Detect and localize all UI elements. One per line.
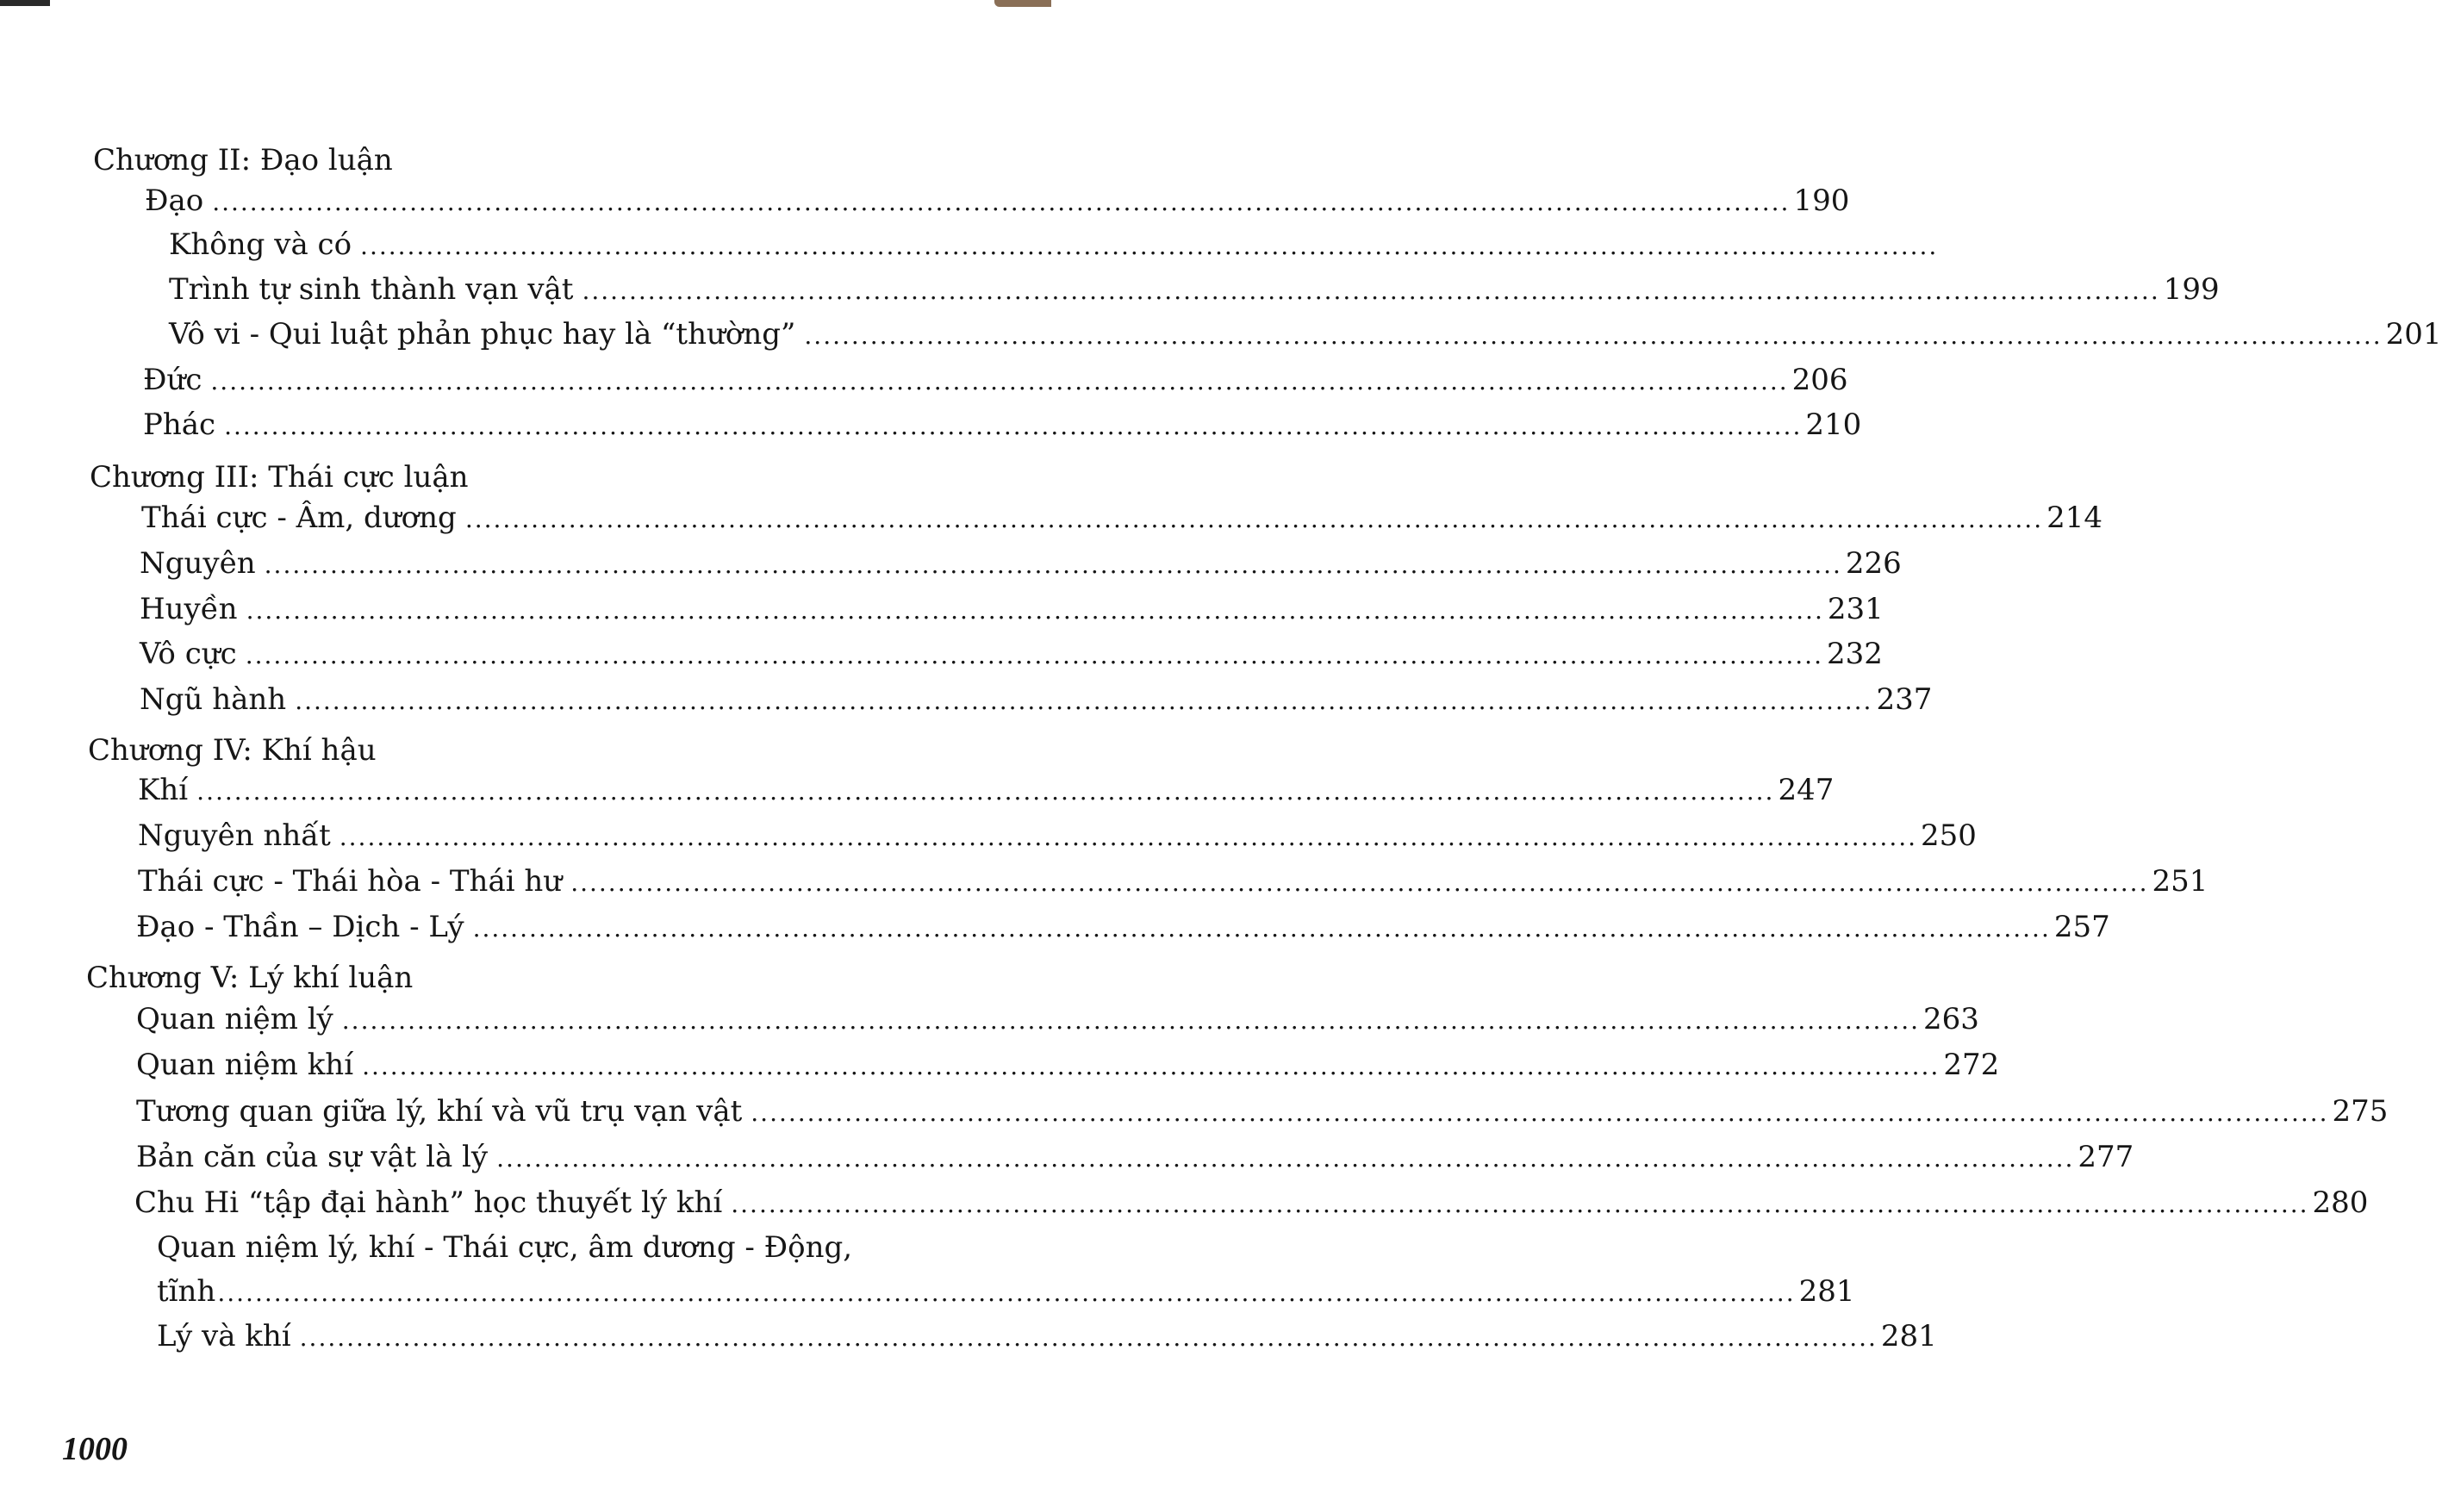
toc-entry-page: 201 [2385, 317, 2442, 352]
dot-leader: ........................................................................................................................................................................ [496, 1144, 2075, 1173]
dot-leader: ........................................................................................................................................................................ [751, 1098, 2329, 1127]
toc-entry-label: Bản căn của sự vật là lý [136, 1140, 489, 1174]
toc-entry-ly-va-khi[interactable] [157, 1316, 1937, 1356]
toc-entry-label: Không và có [169, 227, 352, 262]
dot-leader: ........................................................................................................................................................................ [210, 367, 1789, 395]
toc-entry-quan-niem-ly-khi-line1[interactable]: Quan niệm lý, khí - Thái cực, âm dương - Động, [157, 1230, 853, 1265]
toc-entry-label: Ngũ hành [140, 682, 287, 717]
toc-entry-tuong-quan[interactable] [136, 1092, 2389, 1131]
toc-entry-label: Trình tự sinh thành vạn vật [169, 272, 574, 307]
toc-entry-vo-cuc[interactable] [140, 634, 1883, 674]
toc-entry-page: 214 [2046, 501, 2102, 535]
toc-entry-page: 281 [1798, 1274, 1855, 1309]
toc-entry-page: 190 [1793, 184, 1850, 218]
toc-entry-label: Đạo - Thần – Dịch - Lý [136, 910, 464, 944]
scan-edge-mark-left [0, 0, 50, 6]
scan-edge-mark-right [994, 0, 1051, 7]
toc-entry-label: Chu Hi “tập đại hành” học thuyết lý khí [134, 1185, 723, 1220]
toc-entry-ngu-hanh[interactable] [140, 680, 1933, 719]
toc-entry-label: Nguyên [140, 546, 256, 581]
toc-entry-page: 226 [1845, 546, 1902, 581]
toc-entry-label: tĩnh [157, 1274, 216, 1309]
toc-entry-label: Vô cực [140, 637, 237, 671]
toc-entry-page: 237 [1876, 682, 1933, 717]
dot-leader: ........................................................................................................................................................................ [299, 1323, 1878, 1352]
toc-entry-page: 247 [1778, 773, 1835, 807]
dot-leader: ........................................................................................................................................................................ [212, 188, 1791, 216]
dot-leader: ........................................................................................................................................................................ [570, 868, 2149, 897]
toc-entry-page: 210 [1805, 408, 1862, 442]
toc-entry-label: Nguyên nhất [138, 818, 331, 853]
toc-entry-thai-cuc-am-duong[interactable] [141, 498, 2102, 538]
toc-entry-label: Thái cực - Thái hòa - Thái hư [138, 864, 563, 899]
toc-entry-page: 251 [2152, 864, 2208, 899]
toc-entry-page: 231 [1827, 592, 1884, 626]
toc-entry-nguyen-nhat[interactable] [138, 816, 1977, 856]
dot-leader: ........................................................................................................................................................................ [362, 1052, 1941, 1080]
dot-leader: ........................................................................................................................................................................ [804, 321, 2383, 350]
toc-entry-chu-hi[interactable] [134, 1183, 2369, 1223]
chapter-iv-heading: Chương IV: Khí hậu [88, 733, 377, 768]
toc-entry-label: Khí [138, 773, 189, 807]
toc-entry-nguyen[interactable] [140, 544, 1902, 583]
toc-entry-label: Vô vi - Qui luật phản phục hay là “thường” [169, 317, 796, 352]
toc-entry-label: Huyền [140, 592, 238, 626]
toc-entry-khi[interactable] [138, 770, 1835, 810]
dot-leader: ........................................................................................................................................................................ [341, 1006, 1921, 1035]
toc-entry-label: Đạo [145, 184, 204, 218]
toc-entry-page: 257 [2053, 910, 2110, 944]
toc-entry-page: 281 [1880, 1319, 1937, 1353]
dot-leader: ........................................................................................................................................................................ [582, 277, 2160, 305]
toc-entry-page: 280 [2312, 1185, 2369, 1220]
toc-entry-quan-niem-khi[interactable] [136, 1045, 2000, 1085]
toc-entry-duc[interactable] [143, 360, 1848, 400]
toc-entry-dao[interactable] [145, 181, 1850, 221]
toc-entry-vo-vi[interactable] [169, 314, 2442, 354]
toc-entry-page: 206 [1791, 363, 1848, 397]
toc-entry-ban-can[interactable] [136, 1137, 2134, 1177]
toc-entry-khong-va-co[interactable] [169, 225, 1939, 264]
dot-leader: ........................................................................................................................................................................ [245, 641, 1823, 669]
dot-leader: ........................................................................................................................................................................ [224, 412, 1803, 440]
toc-entry-page: 275 [2332, 1094, 2389, 1129]
toc-entry-label: Thái cực - Âm, dương [141, 501, 457, 535]
toc-entry-page: 277 [2078, 1140, 2134, 1174]
toc-entry-trinh-tu-sinh-thanh[interactable] [169, 270, 2220, 309]
toc-entry-page: 272 [1943, 1048, 2000, 1082]
toc-entry-page: 199 [2163, 272, 2220, 307]
chapter-v-heading: Chương V: Lý khí luận [86, 961, 414, 995]
dot-leader: ........................................................................................................................................................................ [264, 551, 1842, 579]
toc-entry-label: Lý và khí [157, 1319, 291, 1353]
dot-leader: ........................................................................................................................................................................ [731, 1190, 2309, 1218]
dot-leader: ........................................................................................................................................................................ [295, 687, 1873, 715]
dot-leader: ........................................................................................................................................................................ [360, 232, 1939, 260]
chapter-ii-heading: Chương II: Đạo luận [93, 143, 393, 177]
toc-entry-dao-than-dich-ly[interactable] [136, 907, 2110, 947]
toc-entry-label: Tương quan giữa lý, khí và vũ trụ vạn vật [136, 1094, 743, 1129]
toc-entry-page: 250 [1921, 818, 1977, 853]
dot-leader: ........................................................................................................................................................................ [472, 914, 2051, 943]
dot-leader: ........................................................................................................................................................................ [217, 1279, 1796, 1307]
toc-entry-label: Quan niệm khí [136, 1048, 354, 1082]
chapter-iii-heading: Chương III: Thái cực luận [90, 460, 469, 495]
toc-entry-page: 232 [1826, 637, 1883, 671]
dot-leader: ........................................................................................................................................................................ [464, 505, 2044, 533]
dot-leader: ........................................................................................................................................................................ [339, 823, 1918, 851]
toc-entry-label: Đức [143, 363, 202, 397]
toc-entry-quan-niem-ly-khi-line2[interactable] [157, 1272, 1855, 1311]
toc-entry-huyen[interactable] [140, 589, 1884, 629]
toc-entry-thai-cuc-thai-hoa[interactable] [138, 862, 2208, 901]
page-number: 1000 [62, 1431, 128, 1467]
toc-entry-quan-niem-ly[interactable] [136, 999, 1979, 1039]
toc-entry-phac[interactable] [143, 405, 1862, 445]
toc-entry-page: 263 [1923, 1002, 1979, 1036]
dot-leader: ........................................................................................................................................................................ [246, 596, 1824, 625]
toc-entry-label: Phác [143, 408, 216, 442]
dot-leader: ........................................................................................................................................................................ [196, 777, 1775, 806]
toc-entry-label: Quan niệm lý [136, 1002, 333, 1036]
